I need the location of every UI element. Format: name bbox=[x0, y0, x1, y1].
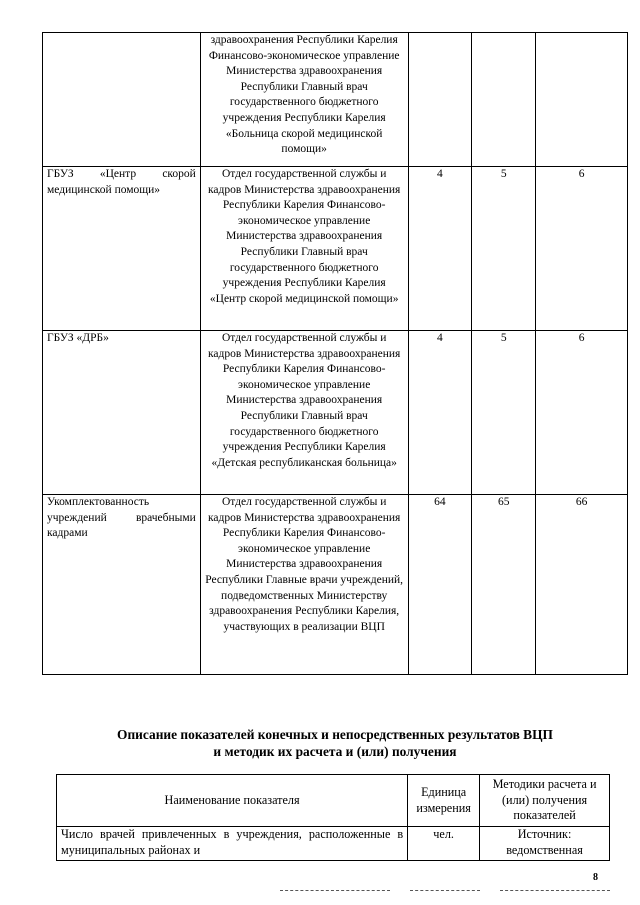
value-cell bbox=[408, 33, 472, 167]
value-cell: 5 bbox=[472, 331, 536, 495]
table-row bbox=[43, 331, 628, 495]
value-cell: 5 bbox=[472, 167, 536, 331]
unit-cell: чел. bbox=[408, 827, 480, 861]
indicator-name-cell: ГБУЗ «Центр скорой медицинской помощи» bbox=[43, 167, 201, 331]
column-header-method: Методики расчета и (или) получения показателей bbox=[480, 775, 610, 827]
indicator-name-cell: Число врачей привлеченных в учреждения, расположенные в муниципальных районах и bbox=[57, 827, 408, 861]
indicator-description-table bbox=[56, 774, 610, 861]
value-cell: 64 bbox=[408, 495, 472, 675]
value-cell: 65 bbox=[472, 495, 536, 675]
value-cell bbox=[472, 33, 536, 167]
section-heading-line: Описание показателей конечных и непосредственных результатов ВЦП bbox=[117, 727, 553, 742]
indicator-name-cell: Укомплектованность учреждений врачебными кадрами bbox=[43, 495, 201, 675]
indicators-table bbox=[42, 32, 628, 675]
column-header-name: Наименование показателя bbox=[57, 775, 408, 827]
value-cell bbox=[536, 33, 628, 167]
value-cell: 4 bbox=[408, 167, 472, 331]
table-row bbox=[57, 827, 610, 861]
responsible-org-cell: Отдел государственной службы и кадров Министерства здравоохранения Республики Карелия Финансово-экономическое управление Министерства здравоохранения Республики Главные врачи учреждений, подведомственных Министерству здравоохранения Республики Карелия, участвующих в реализации ВЦП bbox=[200, 495, 408, 675]
table-row bbox=[43, 33, 628, 167]
table-row bbox=[43, 495, 628, 675]
table-header-row bbox=[57, 775, 610, 827]
indicator-name-cell bbox=[43, 33, 201, 167]
footer-divider bbox=[280, 890, 620, 898]
section-heading-line: и методик их расчета и (или) получения bbox=[213, 744, 457, 759]
method-cell: Источник: ведомственная bbox=[480, 827, 610, 861]
section-heading bbox=[42, 726, 628, 760]
table-row bbox=[43, 167, 628, 331]
value-cell: 6 bbox=[536, 331, 628, 495]
responsible-org-cell: здравоохранения Республики Карелия Финансово-экономическое управление Министерства здравоохранения Республики Главный врач государственного бюджетного учреждения Республики Карелия «Больница скорой медицинской помощи» bbox=[200, 33, 408, 167]
responsible-org-cell: Отдел государственной службы и кадров Министерства здравоохранения Республики Карелия Финансово-экономическое управление Министерства здравоохранения Республики Главный врач государственного бюджетного учреждения Республики Карелия «Детская республиканская больница» bbox=[200, 331, 408, 495]
indicator-name-cell: ГБУЗ «ДРБ» bbox=[43, 331, 201, 495]
value-cell: 6 bbox=[536, 167, 628, 331]
page-number: 8 bbox=[593, 872, 598, 883]
value-cell: 4 bbox=[408, 331, 472, 495]
value-cell: 66 bbox=[536, 495, 628, 675]
column-header-unit: Единица измерения bbox=[408, 775, 480, 827]
responsible-org-cell: Отдел государственной службы и кадров Министерства здравоохранения Республики Карелия Финансово-экономическое управление Министерства здравоохранения Республики Главный врач государственного бюджетного учреждения Республики Карелия «Центр скорой медицинской помощи» bbox=[200, 167, 408, 331]
